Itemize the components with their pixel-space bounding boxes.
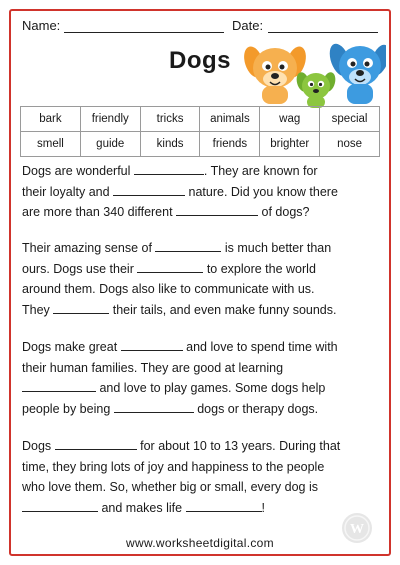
paragraph-text: and love to play games. Some dogs help [96, 381, 326, 395]
paragraph-text: is much better than [221, 241, 332, 255]
paragraph-text: They [22, 302, 54, 317]
fill-in-blank[interactable] [121, 338, 183, 351]
worksheet-digital-logo-icon [341, 512, 373, 544]
fill-in-blank[interactable] [22, 379, 96, 392]
word-bank-cell: brighter [260, 132, 320, 157]
paragraph-text: of dogs? [258, 205, 310, 219]
paragraph-text: and love to spend time with [182, 340, 338, 354]
paragraph-text: their loyalty and [22, 184, 114, 199]
word-bank-cell: special [320, 107, 380, 132]
logo-letter: W [350, 522, 364, 537]
word-bank-cell: friendly [80, 107, 140, 132]
paragraph-text: to explore the world [203, 261, 316, 276]
word-bank-cell: wag [260, 107, 320, 132]
paragraph-text: . They are known for [203, 164, 318, 178]
word-bank-cell: nose [320, 132, 380, 157]
paragraph-text: who love them. So, whether big or small, every dog is [22, 480, 318, 494]
paragraph-text: ! [261, 500, 266, 515]
word-bank-cell: animals [200, 107, 260, 132]
green-dog-icon [295, 71, 338, 108]
paragraph-text: Their amazing sense of [22, 241, 156, 255]
paragraph-text: and makes life [98, 500, 186, 515]
word-bank-table [20, 106, 380, 157]
paragraph-text: people by being [22, 401, 114, 416]
paragraph-1 [22, 161, 380, 223]
fill-in-blank[interactable] [137, 260, 203, 273]
word-bank-row [21, 132, 380, 157]
page-title: Dogs [169, 47, 231, 74]
word-bank-cell: smell [21, 132, 81, 157]
paragraph-3 [22, 337, 380, 419]
paragraph-text: Dogs [22, 439, 55, 453]
paragraph-text: nature. Did you know there [185, 184, 338, 199]
fill-in-blank[interactable] [113, 183, 185, 196]
blue-dog-icon [326, 41, 386, 104]
fill-in-blank[interactable] [22, 499, 98, 512]
paragraph-text: ours. Dogs use their [22, 261, 138, 276]
paragraph-text: time, they bring lots of joy and happiness to the people [22, 459, 325, 474]
fill-in-blank[interactable] [134, 162, 204, 175]
cartoon-dogs-icon [236, 32, 386, 110]
fill-in-blank[interactable] [53, 301, 109, 314]
word-bank-cell: bark [21, 107, 81, 132]
date-label: Date: [232, 18, 264, 33]
paragraph-text: are more than 340 different [22, 205, 177, 219]
paragraph-text: their tails, and even make funny sounds. [109, 302, 337, 317]
paragraph-4 [22, 436, 380, 518]
paragraph-text: Dogs are wonderful [22, 164, 134, 178]
fill-in-blank[interactable] [186, 499, 262, 512]
paragraph-text: for about 10 to 13 years. During that [136, 439, 341, 453]
fill-in-blank[interactable] [114, 400, 194, 413]
fill-in-blank[interactable] [55, 437, 137, 450]
paragraph-text: Dogs make great [22, 340, 121, 354]
word-bank-cell: tricks [140, 107, 200, 132]
word-bank-cell: friends [200, 132, 260, 157]
paragraph-text: around them. Dogs also like to communicate with us. [22, 282, 315, 296]
footer-url: www.worksheetdigital.com [126, 536, 274, 550]
word-bank-cell: kinds [140, 132, 200, 157]
fill-in-blank[interactable] [155, 239, 221, 252]
paragraph-2 [22, 238, 380, 320]
fill-in-blank[interactable] [176, 203, 258, 216]
word-bank-row [21, 107, 380, 132]
word-bank-cell: guide [80, 132, 140, 157]
name-field-line[interactable] [64, 32, 224, 33]
paragraph-text: dogs or therapy dogs. [193, 401, 319, 416]
paragraph-text: their human families. They are good at learning [22, 360, 284, 375]
name-label: Name: [22, 18, 61, 33]
